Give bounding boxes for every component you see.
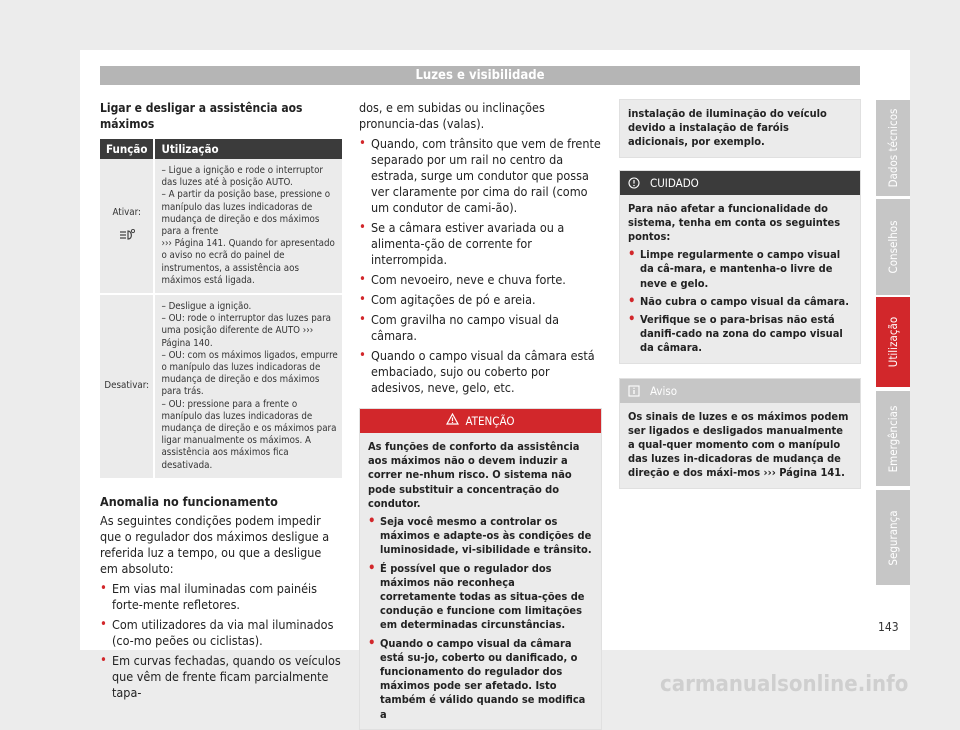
usage-line: – OU: pressione para a frente o manípulo das luzes indicadoras de mudança de direção e os máximos para ligar manualmente os máximos. A assistência aos máximos fica desativada.	[161, 398, 337, 471]
warning-triangle-icon	[446, 413, 459, 429]
table-cell-function	[100, 159, 154, 294]
caution-box-header	[620, 171, 860, 195]
list-item: • Com utilizadores da via mal iluminados (co-mo peões ou ciclistas).	[100, 616, 334, 648]
tab-seguranca[interactable]: Segurança	[876, 490, 910, 585]
note-body: Os sinais de luzes e os máximos podem ser ligados e desligados manualmente a qual-quer momento com o manípulo das luzes in-dicadoras de mudança de direção e dos máxi-mos ››› Página 141.	[620, 403, 860, 488]
function-table	[100, 139, 342, 480]
table-cell-usage	[154, 294, 342, 479]
list-item: • Limpe regularmente o campo visual da câ-mara, e mantenha-o livre de neve e gelo.	[628, 247, 841, 290]
bullet-icon: •	[100, 652, 107, 668]
bullet-icon: •	[368, 635, 376, 651]
warning-box	[359, 408, 602, 730]
right-column	[619, 99, 861, 489]
warning-intro: As funções de conforto da assistência aos máximos não o devem induzir a correr ne-nhum risco. O sistema não pode substituir a concentração do condutor.	[368, 440, 580, 510]
warning-box-header	[360, 409, 601, 433]
list-item: • Com nevoeiro, neve e chuva forte.	[359, 272, 566, 287]
page-header: Luzes e visibilidade	[100, 66, 860, 85]
tab-emergencias[interactable]: Emergências	[876, 391, 910, 486]
note-box-header	[620, 379, 860, 403]
anomaly-title: Anomalia no funcionamento	[100, 493, 278, 509]
usage-line: – OU: com os máximos ligados, empurre o manípulo das luzes indicadoras de mudança de direção e dos máximos para trás.	[161, 349, 338, 398]
continued-warning-box	[619, 99, 861, 158]
high-beam-assist-icon	[103, 229, 150, 245]
tab-utilizacao[interactable]: Utilização	[876, 297, 910, 387]
table-cell-function	[100, 294, 154, 479]
tab-dados-tecnicos[interactable]: Dados técnicos	[876, 100, 910, 196]
table-row	[100, 294, 342, 479]
warning-title: ATENÇÃO	[465, 414, 515, 428]
bullet-icon: •	[359, 348, 366, 363]
list-item: • É possível que o regulador dos máximos não reconheça corretamente todas as situa-ções de condução e funcione com limitações em determinadas circunstâncias.	[368, 560, 585, 632]
usage-line: – Desligue a ignição.	[161, 301, 252, 313]
bullet-icon: •	[359, 292, 366, 307]
bullet-icon: •	[359, 272, 366, 287]
bullet-icon: •	[100, 616, 107, 632]
table-header-function: Função	[100, 139, 154, 159]
list-item: • Em curvas fechadas, quando os veículos que vêm de frente ficam parcialmente tapa-	[100, 652, 341, 700]
anomaly-intro: As seguintes condições podem impedir que o regulador dos máximos desligue a referida luz a tempo, ou que a desligue em absoluto:	[100, 512, 330, 576]
warning-body	[360, 433, 601, 729]
left-column	[100, 100, 342, 701]
bullet-icon: •	[628, 293, 636, 309]
list-item: • Com gravilha no campo visual da câmara.	[359, 312, 559, 343]
function-label: Ativar:	[112, 206, 141, 218]
bullet-icon: •	[359, 312, 366, 327]
list-item: • Seja você mesmo a controlar os máximos e adapte-os às condições de luminosidade, vi-sibilidade e trânsito.	[368, 514, 592, 557]
note-title: Aviso	[650, 383, 678, 398]
exclamation-circle-icon	[628, 177, 640, 189]
section-title: Ligar e desligar a assistência aos máximos	[100, 101, 303, 131]
tab-conselhos[interactable]: Conselhos	[876, 199, 910, 295]
caution-intro: Para não afetar a funcionalidade do sistema, tenha em conta os seguintes pontos:	[628, 201, 841, 244]
list-item: • Se a câmara estiver avariada ou a alimenta-ção de corrente for interrompida.	[359, 220, 565, 267]
bullet-icon: •	[100, 580, 107, 596]
bullet-icon: •	[628, 312, 636, 328]
usage-line: – A partir da posição base, pressione o manípulo das luzes indicadoras de mudança de direção e dos máximos para a frente	[161, 189, 331, 238]
table-row	[100, 159, 342, 294]
table-cell-usage	[154, 159, 342, 294]
table-header-usage: Utilização	[154, 139, 342, 159]
continued-warning-text: instalação de iluminação do veículo devido a instalação de faróis adicionais, por exemplo.	[620, 100, 860, 157]
list-item: • Quando, com trânsito que vem de frente separado por um rail no centro da estrada, surge um condutor que possa ver claramente por cima do rail (como um condutor de cami-ão).	[359, 136, 601, 215]
usage-line: ››› Página 141. Quando for apresentado o aviso no ecrã do painel de instrumentos, a assistência aos máximos está ligada.	[161, 238, 335, 286]
list-item: • Não cubra o campo visual da câmara.	[628, 293, 849, 309]
note-box	[619, 378, 861, 489]
bullet-icon: •	[368, 560, 376, 576]
usage-line: – OU: rode o interruptor das luzes para uma posição diferente de AUTO ››› Página 140.	[161, 313, 332, 349]
continued-text: dos, e em subidas ou inclinações pronuncia-das (valas).	[359, 100, 545, 131]
caution-title: CUIDADO	[650, 175, 699, 190]
bullet-icon: •	[359, 136, 366, 151]
list-item: • Quando o campo visual da câmara está embaciado, sujo ou coberto por adesivos, neve, gelo, etc.	[359, 348, 595, 395]
page-number: 143	[878, 620, 899, 634]
middle-column	[359, 100, 602, 730]
function-label: Desativar:	[104, 380, 150, 392]
info-icon	[628, 385, 640, 397]
caution-body	[620, 195, 860, 363]
usage-line: – Ligue a ignição e rode o interruptor das luzes até à posição AUTO.	[161, 165, 323, 189]
list-item: • Verifique se o para-brisas não está danifi-cado na zona do campo visual da câmara.	[628, 312, 843, 355]
list-item: • Com agitações de pó e areia.	[359, 292, 536, 307]
caution-box	[619, 170, 861, 364]
watermark: carmanualsonline.info	[660, 672, 909, 697]
bullet-icon: •	[359, 220, 366, 235]
bullet-icon: •	[368, 514, 376, 530]
bullet-icon: •	[628, 247, 636, 263]
list-item: • Quando o campo visual da câmara está su-jo, coberto ou danificado, o funcionamento do regulador dos máximos pode ser afetado. Isto também é válido quando se modifica a	[368, 635, 586, 721]
list-item: • Em vias mal iluminadas com painéis forte-mente refletores.	[100, 580, 317, 612]
